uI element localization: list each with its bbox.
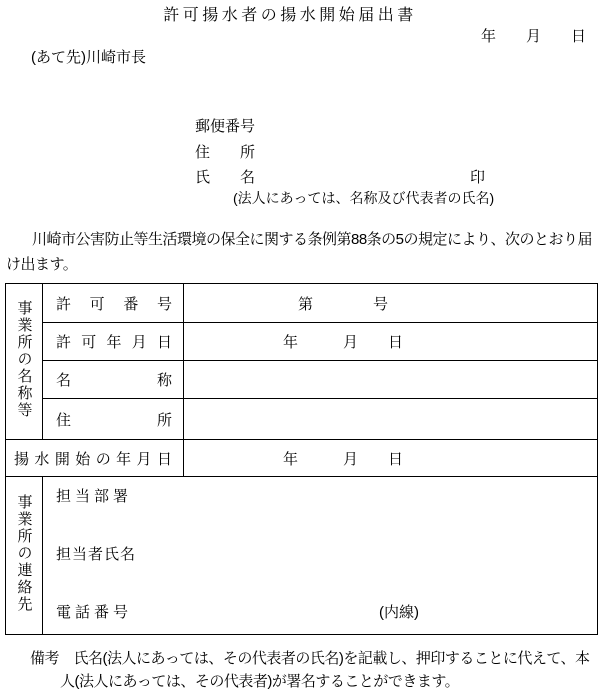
permit-date-value: 年 月 日 [184,323,598,361]
remarks-line-1: 備考 氏名(法人にあっては、その代表者の氏名)を記載し、押印することに代えて、本 [30,650,590,667]
office-section-cell [6,284,43,440]
office-name-label: 名称 [43,361,184,399]
postal-code-label: 郵便番号 [195,118,256,135]
extension-label: (内線) [379,604,419,621]
office-name-row [6,361,598,399]
remarks-line-2: 人(法人にあっては、その代表者)が署名することができます。 [60,673,460,690]
permit-number-value: 第 号 [184,284,598,323]
submitter-address-label: 住 所 [195,144,256,161]
office-address-value [184,399,598,440]
contact-details-box [43,477,597,634]
contact-person-label: 担当者氏名 [56,546,137,563]
statute-text-line-1: 川崎市公害防止等生活環境の保全に関する条例第88条の5の規定により、次のとおり届 [32,231,593,248]
permit-date-label: 許可年月日 [43,323,184,361]
permit-number-row [6,284,598,323]
document-title: 許可揚水者の揚水開始届出書 [163,7,417,24]
submitter-name-label: 氏 名 [195,169,256,186]
seal-mark: 印 [470,169,486,186]
corporation-note: (法人にあっては、名称及び代表者の氏名) [233,190,495,206]
contact-details-cell [43,477,598,635]
notification-form-table [5,283,598,635]
addressee: (あて先)川崎市長 [31,49,146,66]
office-section-label: 事業所の名称等 [15,300,33,419]
submitter-name-line [195,166,486,187]
contact-section-cell [6,477,43,635]
permit-number-label: 許可番号 [43,284,184,323]
office-address-row [6,399,598,440]
pumping-start-date-row [6,440,598,477]
office-name-value [184,361,598,399]
office-address-label: 住所 [43,399,184,440]
contact-section-label: 事業所の連絡先 [15,494,33,613]
statute-text-line-2: け出ます。 [6,256,78,273]
permit-date-row [6,323,598,361]
contact-section-row [6,477,598,635]
department-label: 担当部署 [56,488,133,505]
phone-line [56,601,597,622]
phone-number-label: 電話番号 [56,604,133,621]
pumping-start-value: 年 月 日 [184,440,598,477]
submission-date-line: 年 月 日 [480,28,586,45]
pumping-start-label: 揚水開始の年月日 [6,440,184,477]
